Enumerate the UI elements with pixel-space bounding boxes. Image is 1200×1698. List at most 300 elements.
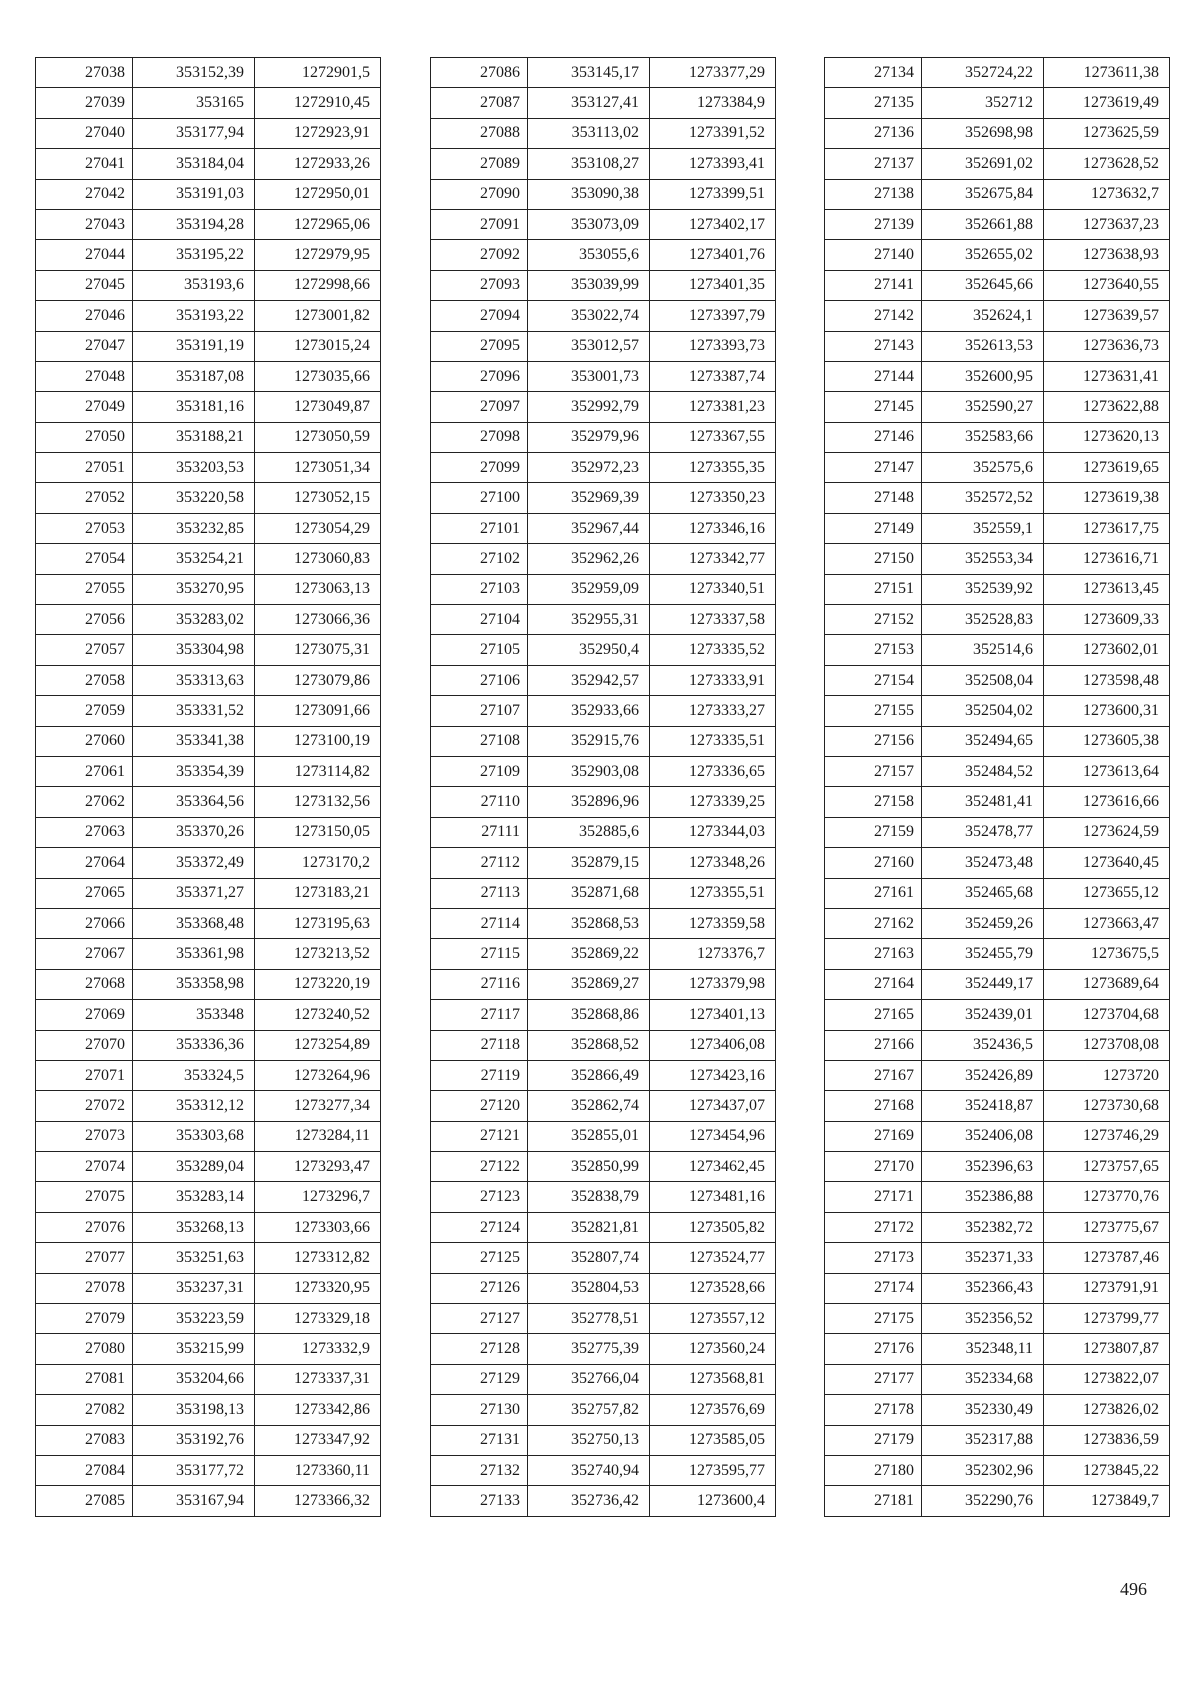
x-coordinate-cell: 353181,16 (133, 392, 255, 422)
x-coordinate-cell: 352613,53 (922, 331, 1044, 361)
y-coordinate-cell: 1273605,38 (1044, 726, 1170, 756)
y-coordinate-cell: 1273625,59 (1044, 118, 1170, 148)
point-number-cell: 27086 (431, 58, 528, 88)
y-coordinate-cell: 1273355,35 (650, 453, 776, 483)
point-number-cell: 27113 (431, 878, 528, 908)
y-coordinate-cell: 1273708,08 (1044, 1030, 1170, 1060)
table-row (825, 1121, 1170, 1151)
table-row (825, 969, 1170, 999)
x-coordinate-cell: 352969,39 (528, 483, 650, 513)
y-coordinate-cell: 1273347,92 (255, 1425, 381, 1455)
x-coordinate-cell: 353312,12 (133, 1091, 255, 1121)
y-coordinate-cell: 1273397,79 (650, 301, 776, 331)
point-number-cell: 27154 (825, 665, 922, 695)
x-coordinate-cell: 352950,4 (528, 635, 650, 665)
y-coordinate-cell: 1273401,76 (650, 240, 776, 270)
x-coordinate-cell: 353177,72 (133, 1455, 255, 1485)
x-coordinate-cell: 352334,68 (922, 1364, 1044, 1394)
y-coordinate-cell: 1272923,91 (255, 118, 381, 148)
point-number-cell: 27153 (825, 635, 922, 665)
x-coordinate-cell: 353193,6 (133, 270, 255, 300)
x-coordinate-cell: 353348 (133, 1000, 255, 1030)
x-coordinate-cell: 352317,88 (922, 1425, 1044, 1455)
x-coordinate-cell: 353167,94 (133, 1486, 255, 1516)
y-coordinate-cell: 1273277,34 (255, 1091, 381, 1121)
point-number-cell: 27101 (431, 513, 528, 543)
point-number-cell: 27147 (825, 453, 922, 483)
y-coordinate-cell: 1273632,7 (1044, 179, 1170, 209)
point-number-cell: 27093 (431, 270, 528, 300)
table-row (825, 787, 1170, 817)
table-row (36, 726, 381, 756)
x-coordinate-cell: 353372,49 (133, 848, 255, 878)
table-row (36, 939, 381, 969)
y-coordinate-cell: 1273616,71 (1044, 544, 1170, 574)
x-coordinate-cell: 353193,22 (133, 301, 255, 331)
x-coordinate-cell: 353165 (133, 88, 255, 118)
table-row (431, 1243, 776, 1273)
y-coordinate-cell: 1273454,96 (650, 1121, 776, 1151)
x-coordinate-cell: 353220,58 (133, 483, 255, 513)
y-coordinate-cell: 1273049,87 (255, 392, 381, 422)
y-coordinate-cell: 1273348,26 (650, 848, 776, 878)
y-coordinate-cell: 1273675,5 (1044, 939, 1170, 969)
y-coordinate-cell: 1272901,5 (255, 58, 381, 88)
point-number-cell: 27179 (825, 1425, 922, 1455)
y-coordinate-cell: 1273333,91 (650, 665, 776, 695)
table-row (825, 1273, 1170, 1303)
x-coordinate-cell: 353191,19 (133, 331, 255, 361)
x-coordinate-cell: 353331,52 (133, 696, 255, 726)
y-coordinate-cell: 1273619,65 (1044, 453, 1170, 483)
table-row (36, 665, 381, 695)
y-coordinate-cell: 1273640,45 (1044, 848, 1170, 878)
x-coordinate-cell: 353283,02 (133, 605, 255, 635)
point-number-cell: 27068 (36, 969, 133, 999)
table-row (431, 209, 776, 239)
y-coordinate-cell: 1273406,08 (650, 1030, 776, 1060)
point-number-cell: 27156 (825, 726, 922, 756)
point-number-cell: 27157 (825, 756, 922, 786)
point-number-cell: 27117 (431, 1000, 528, 1030)
x-coordinate-cell: 352972,23 (528, 453, 650, 483)
y-coordinate-cell: 1273350,23 (650, 483, 776, 513)
x-coordinate-cell: 353251,63 (133, 1243, 255, 1273)
y-coordinate-cell: 1273335,52 (650, 635, 776, 665)
y-coordinate-cell: 1273051,34 (255, 453, 381, 483)
point-number-cell: 27122 (431, 1152, 528, 1182)
point-number-cell: 27108 (431, 726, 528, 756)
y-coordinate-cell: 1273050,59 (255, 422, 381, 452)
x-coordinate-cell: 353191,03 (133, 179, 255, 209)
point-number-cell: 27145 (825, 392, 922, 422)
x-coordinate-cell: 353188,21 (133, 422, 255, 452)
table-row (825, 817, 1170, 847)
x-coordinate-cell: 353203,53 (133, 453, 255, 483)
point-number-cell: 27060 (36, 726, 133, 756)
point-number-cell: 27141 (825, 270, 922, 300)
point-number-cell: 27099 (431, 453, 528, 483)
x-coordinate-cell: 352426,89 (922, 1060, 1044, 1090)
x-coordinate-cell: 352862,74 (528, 1091, 650, 1121)
point-number-cell: 27066 (36, 908, 133, 938)
point-number-cell: 27181 (825, 1486, 922, 1516)
table-row (431, 1212, 776, 1242)
x-coordinate-cell: 352866,49 (528, 1060, 650, 1090)
point-number-cell: 27067 (36, 939, 133, 969)
table-row (825, 544, 1170, 574)
table-row (431, 301, 776, 331)
table-row (431, 665, 776, 695)
point-number-cell: 27135 (825, 88, 922, 118)
table-row (36, 1364, 381, 1394)
x-coordinate-cell: 352382,72 (922, 1212, 1044, 1242)
table-row (36, 1121, 381, 1151)
table-row (36, 1425, 381, 1455)
point-number-cell: 27057 (36, 635, 133, 665)
y-coordinate-cell: 1273312,82 (255, 1243, 381, 1273)
y-coordinate-cell: 1273346,16 (650, 513, 776, 543)
point-number-cell: 27107 (431, 696, 528, 726)
y-coordinate-cell: 1273264,96 (255, 1060, 381, 1090)
x-coordinate-cell: 352967,44 (528, 513, 650, 543)
y-coordinate-cell: 1272950,01 (255, 179, 381, 209)
y-coordinate-cell: 1272910,45 (255, 88, 381, 118)
table-row (825, 1304, 1170, 1334)
point-number-cell: 27041 (36, 149, 133, 179)
y-coordinate-cell: 1273401,13 (650, 1000, 776, 1030)
x-coordinate-cell: 352896,96 (528, 787, 650, 817)
x-coordinate-cell: 353364,56 (133, 787, 255, 817)
y-coordinate-cell: 1273220,19 (255, 969, 381, 999)
point-number-cell: 27075 (36, 1182, 133, 1212)
y-coordinate-cell: 1273576,69 (650, 1395, 776, 1425)
table-row (431, 878, 776, 908)
point-number-cell: 27132 (431, 1455, 528, 1485)
x-coordinate-cell: 353113,02 (528, 118, 650, 148)
y-coordinate-cell: 1273254,89 (255, 1030, 381, 1060)
table-row (36, 118, 381, 148)
point-number-cell: 27152 (825, 605, 922, 635)
point-number-cell: 27128 (431, 1334, 528, 1364)
x-coordinate-cell: 353039,99 (528, 270, 650, 300)
point-number-cell: 27177 (825, 1364, 922, 1394)
point-number-cell: 27085 (36, 1486, 133, 1516)
x-coordinate-cell: 352962,26 (528, 544, 650, 574)
x-coordinate-cell: 353001,73 (528, 361, 650, 391)
point-number-cell: 27159 (825, 817, 922, 847)
point-number-cell: 27055 (36, 574, 133, 604)
point-number-cell: 27149 (825, 513, 922, 543)
y-coordinate-cell: 1273379,98 (650, 969, 776, 999)
x-coordinate-cell: 352514,6 (922, 635, 1044, 665)
y-coordinate-cell: 1273344,03 (650, 817, 776, 847)
point-number-cell: 27072 (36, 1091, 133, 1121)
point-number-cell: 27058 (36, 665, 133, 695)
y-coordinate-cell: 1273613,45 (1044, 574, 1170, 604)
y-coordinate-cell: 1273100,19 (255, 726, 381, 756)
y-coordinate-cell: 1273609,33 (1044, 605, 1170, 635)
point-number-cell: 27151 (825, 574, 922, 604)
y-coordinate-cell: 1273340,51 (650, 574, 776, 604)
x-coordinate-cell: 353187,08 (133, 361, 255, 391)
x-coordinate-cell: 353192,76 (133, 1425, 255, 1455)
point-number-cell: 27063 (36, 817, 133, 847)
table-row (431, 1121, 776, 1151)
table-row (825, 149, 1170, 179)
x-coordinate-cell: 352933,66 (528, 696, 650, 726)
point-number-cell: 27174 (825, 1273, 922, 1303)
table-row (36, 1455, 381, 1485)
y-coordinate-cell: 1273720 (1044, 1060, 1170, 1090)
point-number-cell: 27114 (431, 908, 528, 938)
table-row (36, 787, 381, 817)
table-row (431, 149, 776, 179)
table-row (825, 1455, 1170, 1485)
y-coordinate-cell: 1273063,13 (255, 574, 381, 604)
table-row (825, 605, 1170, 635)
point-number-cell: 27056 (36, 605, 133, 635)
table-row (431, 817, 776, 847)
y-coordinate-cell: 1273052,15 (255, 483, 381, 513)
point-number-cell: 27048 (36, 361, 133, 391)
y-coordinate-cell: 1273342,86 (255, 1395, 381, 1425)
x-coordinate-cell: 353090,38 (528, 179, 650, 209)
point-number-cell: 27116 (431, 969, 528, 999)
y-coordinate-cell: 1273091,66 (255, 696, 381, 726)
y-coordinate-cell: 1273799,77 (1044, 1304, 1170, 1334)
table-row (825, 361, 1170, 391)
x-coordinate-cell: 352869,27 (528, 969, 650, 999)
y-coordinate-cell: 1273332,9 (255, 1334, 381, 1364)
point-number-cell: 27074 (36, 1152, 133, 1182)
y-coordinate-cell: 1273001,82 (255, 301, 381, 331)
x-coordinate-cell: 352915,76 (528, 726, 650, 756)
x-coordinate-cell: 353152,39 (133, 58, 255, 88)
x-coordinate-cell: 352736,42 (528, 1486, 650, 1516)
x-coordinate-cell: 352528,83 (922, 605, 1044, 635)
y-coordinate-cell: 1273114,82 (255, 756, 381, 786)
y-coordinate-cell: 1273746,29 (1044, 1121, 1170, 1151)
point-number-cell: 27070 (36, 1030, 133, 1060)
point-number-cell: 27052 (36, 483, 133, 513)
table-row (431, 483, 776, 513)
table-row (825, 756, 1170, 786)
x-coordinate-cell: 353341,38 (133, 726, 255, 756)
table-row (431, 331, 776, 361)
table-row (36, 544, 381, 574)
table-row (36, 1000, 381, 1030)
y-coordinate-cell: 1273557,12 (650, 1304, 776, 1334)
point-number-cell: 27059 (36, 696, 133, 726)
y-coordinate-cell: 1273481,16 (650, 1182, 776, 1212)
point-number-cell: 27144 (825, 361, 922, 391)
point-number-cell: 27176 (825, 1334, 922, 1364)
x-coordinate-cell: 352386,88 (922, 1182, 1044, 1212)
y-coordinate-cell: 1273339,25 (650, 787, 776, 817)
x-coordinate-cell: 352868,86 (528, 1000, 650, 1030)
y-coordinate-cell: 1273366,32 (255, 1486, 381, 1516)
coordinates-table-2 (430, 57, 776, 1517)
point-number-cell: 27123 (431, 1182, 528, 1212)
table-row (825, 88, 1170, 118)
point-number-cell: 27045 (36, 270, 133, 300)
x-coordinate-cell: 352740,94 (528, 1455, 650, 1485)
point-number-cell: 27044 (36, 240, 133, 270)
point-number-cell: 27155 (825, 696, 922, 726)
point-number-cell: 27137 (825, 149, 922, 179)
table-row (431, 1334, 776, 1364)
y-coordinate-cell: 1273775,67 (1044, 1212, 1170, 1242)
point-number-cell: 27180 (825, 1455, 922, 1485)
y-coordinate-cell: 1273704,68 (1044, 1000, 1170, 1030)
table-row (36, 392, 381, 422)
y-coordinate-cell: 1273595,77 (650, 1455, 776, 1485)
point-number-cell: 27172 (825, 1212, 922, 1242)
y-coordinate-cell: 1273320,95 (255, 1273, 381, 1303)
x-coordinate-cell: 352590,27 (922, 392, 1044, 422)
y-coordinate-cell: 1272965,06 (255, 209, 381, 239)
x-coordinate-cell: 353304,98 (133, 635, 255, 665)
table-row (431, 1273, 776, 1303)
x-coordinate-cell: 352885,6 (528, 817, 650, 847)
point-number-cell: 27073 (36, 1121, 133, 1151)
point-number-cell: 27065 (36, 878, 133, 908)
x-coordinate-cell: 352356,52 (922, 1304, 1044, 1334)
point-number-cell: 27046 (36, 301, 133, 331)
point-number-cell: 27164 (825, 969, 922, 999)
table-row (431, 118, 776, 148)
table-row (36, 1486, 381, 1516)
x-coordinate-cell: 353254,21 (133, 544, 255, 574)
x-coordinate-cell: 353232,85 (133, 513, 255, 543)
x-coordinate-cell: 352661,88 (922, 209, 1044, 239)
table-row (431, 453, 776, 483)
table-row (431, 908, 776, 938)
table-row (431, 544, 776, 574)
x-coordinate-cell: 352959,09 (528, 574, 650, 604)
x-coordinate-cell: 352691,02 (922, 149, 1044, 179)
x-coordinate-cell: 353198,13 (133, 1395, 255, 1425)
point-number-cell: 27119 (431, 1060, 528, 1090)
y-coordinate-cell: 1273849,7 (1044, 1486, 1170, 1516)
x-coordinate-cell: 352600,95 (922, 361, 1044, 391)
y-coordinate-cell: 1273602,01 (1044, 635, 1170, 665)
y-coordinate-cell: 1273663,47 (1044, 908, 1170, 938)
y-coordinate-cell: 1273384,9 (650, 88, 776, 118)
x-coordinate-cell: 352879,15 (528, 848, 650, 878)
x-coordinate-cell: 352575,6 (922, 453, 1044, 483)
point-number-cell: 27038 (36, 58, 133, 88)
table-row (825, 848, 1170, 878)
point-number-cell: 27061 (36, 756, 133, 786)
point-number-cell: 27170 (825, 1152, 922, 1182)
table-row (36, 1334, 381, 1364)
point-number-cell: 27167 (825, 1060, 922, 1090)
table-row (825, 635, 1170, 665)
table-row (36, 1212, 381, 1242)
table-row (36, 817, 381, 847)
x-coordinate-cell: 352869,22 (528, 939, 650, 969)
y-coordinate-cell: 1273528,66 (650, 1273, 776, 1303)
table-row (36, 574, 381, 604)
y-coordinate-cell: 1273640,55 (1044, 270, 1170, 300)
point-number-cell: 27168 (825, 1091, 922, 1121)
x-coordinate-cell: 353289,04 (133, 1152, 255, 1182)
table-row (36, 88, 381, 118)
y-coordinate-cell: 1273770,76 (1044, 1182, 1170, 1212)
table-row (431, 939, 776, 969)
y-coordinate-cell: 1273303,66 (255, 1212, 381, 1242)
x-coordinate-cell: 352757,82 (528, 1395, 650, 1425)
table-row (36, 696, 381, 726)
table-row (825, 665, 1170, 695)
x-coordinate-cell: 352572,52 (922, 483, 1044, 513)
point-number-cell: 27097 (431, 392, 528, 422)
table-row (36, 969, 381, 999)
table-row (36, 513, 381, 543)
y-coordinate-cell: 1273355,51 (650, 878, 776, 908)
point-number-cell: 27129 (431, 1364, 528, 1394)
x-coordinate-cell: 353368,48 (133, 908, 255, 938)
y-coordinate-cell: 1273807,87 (1044, 1334, 1170, 1364)
y-coordinate-cell: 1273524,77 (650, 1243, 776, 1273)
y-coordinate-cell: 1273066,36 (255, 605, 381, 635)
y-coordinate-cell: 1273689,64 (1044, 969, 1170, 999)
x-coordinate-cell: 353127,41 (528, 88, 650, 118)
y-coordinate-cell: 1273240,52 (255, 1000, 381, 1030)
point-number-cell: 27110 (431, 787, 528, 817)
x-coordinate-cell: 352942,57 (528, 665, 650, 695)
point-number-cell: 27142 (825, 301, 922, 331)
y-coordinate-cell: 1273054,29 (255, 513, 381, 543)
point-number-cell: 27083 (36, 1425, 133, 1455)
coordinates-table-3 (824, 57, 1170, 1517)
x-coordinate-cell: 352766,04 (528, 1364, 650, 1394)
table-row (36, 483, 381, 513)
point-number-cell: 27134 (825, 58, 922, 88)
table-row (825, 331, 1170, 361)
y-coordinate-cell: 1273845,22 (1044, 1455, 1170, 1485)
x-coordinate-cell: 352821,81 (528, 1212, 650, 1242)
table-row (825, 574, 1170, 604)
x-coordinate-cell: 353145,17 (528, 58, 650, 88)
x-coordinate-cell: 352871,68 (528, 878, 650, 908)
point-number-cell: 27120 (431, 1091, 528, 1121)
point-number-cell: 27098 (431, 422, 528, 452)
x-coordinate-cell: 352465,68 (922, 878, 1044, 908)
point-number-cell: 27076 (36, 1212, 133, 1242)
table-row (825, 179, 1170, 209)
y-coordinate-cell: 1272933,26 (255, 149, 381, 179)
point-number-cell: 27079 (36, 1304, 133, 1334)
x-coordinate-cell: 352850,99 (528, 1152, 650, 1182)
point-number-cell: 27146 (825, 422, 922, 452)
table-row (431, 1304, 776, 1334)
point-number-cell: 27175 (825, 1304, 922, 1334)
point-number-cell: 27039 (36, 88, 133, 118)
y-coordinate-cell: 1273399,51 (650, 179, 776, 209)
x-coordinate-cell: 353370,26 (133, 817, 255, 847)
point-number-cell: 27161 (825, 878, 922, 908)
table-row (36, 605, 381, 635)
x-coordinate-cell: 352436,5 (922, 1030, 1044, 1060)
x-coordinate-cell: 353358,98 (133, 969, 255, 999)
y-coordinate-cell: 1273637,23 (1044, 209, 1170, 239)
x-coordinate-cell: 352583,66 (922, 422, 1044, 452)
point-number-cell: 27106 (431, 665, 528, 695)
y-coordinate-cell: 1273620,13 (1044, 422, 1170, 452)
